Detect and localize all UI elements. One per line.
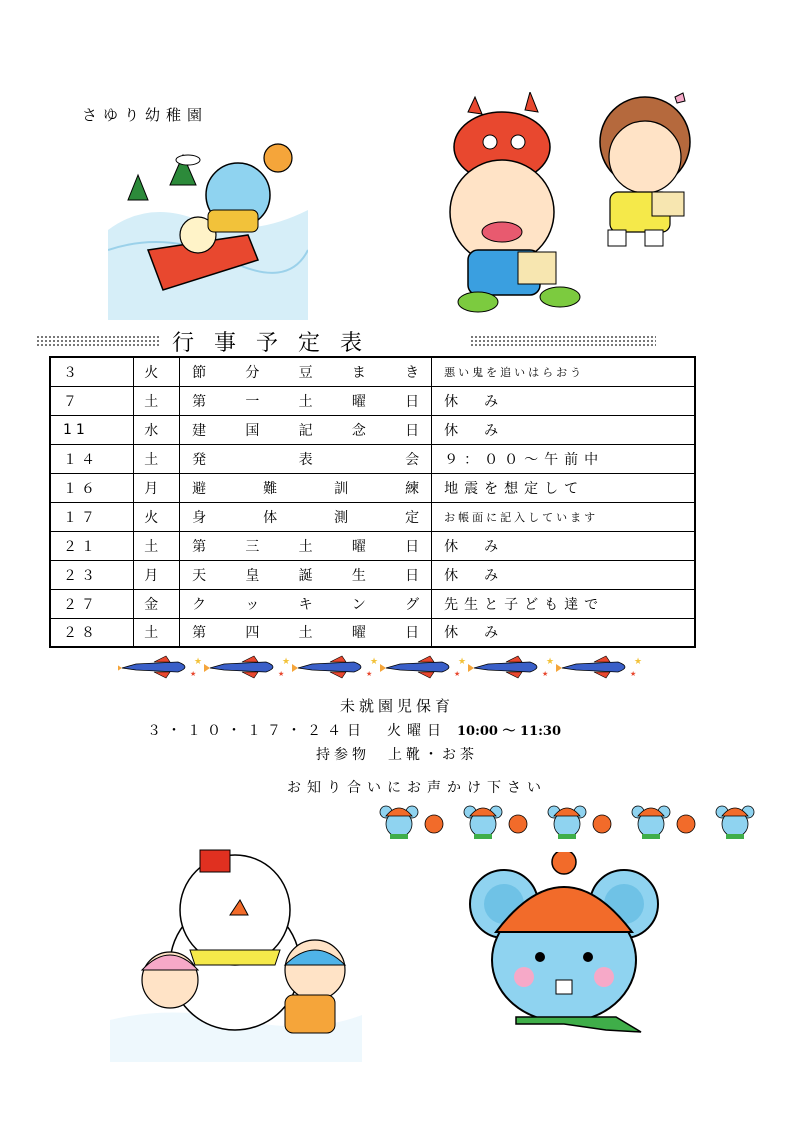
note-cell: 地震を想定して (432, 473, 695, 502)
rocket-border-decoration (118, 654, 658, 680)
event-char: ま (351, 364, 366, 381)
event-cell (180, 386, 432, 415)
weekday-cell: 火 (134, 502, 180, 531)
date-cell: １７ (50, 502, 134, 531)
event-cell (180, 473, 432, 502)
weekday-cell: 火 (134, 357, 180, 386)
event-char: ッ (245, 596, 260, 613)
table-row (50, 560, 695, 589)
event-cell (180, 560, 432, 589)
event-char: 身 (192, 509, 207, 526)
weekday-cell: 土 (134, 531, 180, 560)
event-char: 皇 (245, 567, 260, 584)
event-char: 天 (192, 567, 207, 584)
schedule-title-row (36, 330, 656, 356)
note-cell: 休 み (432, 618, 695, 647)
event-cell (180, 502, 432, 531)
note-cell: 先生と子ども達で (432, 589, 695, 618)
svg-text:★: ★ (190, 670, 197, 678)
event-cell (180, 531, 432, 560)
event-char: 国 (245, 422, 260, 439)
event-char: 発 (192, 451, 207, 468)
kindergarten-name: さゆり幼稚園 (82, 106, 209, 124)
event-cell (180, 589, 432, 618)
event-char: 四 (245, 625, 260, 642)
event-char: グ (405, 596, 420, 613)
event-cell (180, 444, 432, 473)
event-char: 難 (263, 480, 278, 497)
weekday-cell: 月 (134, 560, 180, 589)
date-cell: ２８ (50, 618, 134, 647)
weekday-cell: 月 (134, 473, 180, 502)
event-char: 曜 (351, 625, 366, 642)
event-name (192, 507, 419, 527)
date-cell: ３ (50, 357, 134, 386)
event-name (192, 420, 419, 440)
note-cell: 休 み (432, 386, 695, 415)
event-char: 念 (351, 422, 366, 439)
event-cell (180, 357, 432, 386)
event-cell (180, 618, 432, 647)
date-cell: ２３ (50, 560, 134, 589)
note-cell: お帳面に記入しています (432, 502, 695, 531)
event-name (192, 391, 419, 411)
event-char: 一 (245, 393, 260, 410)
preschool-title: 未就園児保育 (339, 697, 454, 715)
mouse-mascot-illustration (466, 852, 660, 1038)
event-name (192, 362, 419, 382)
event-char: 第 (192, 538, 207, 555)
event-char: 訓 (334, 480, 349, 497)
snowman-illustration (110, 840, 362, 1062)
event-char: 体 (263, 509, 278, 526)
date-cell: ７ (50, 386, 134, 415)
note-cell: 休 み (432, 531, 695, 560)
event-char: 日 (405, 393, 420, 410)
event-name (192, 536, 419, 556)
event-char: 豆 (298, 364, 313, 381)
table-row (50, 618, 695, 647)
event-char: 分 (245, 364, 260, 381)
mouse-border-decoration (378, 800, 758, 842)
preschool-invite: お知り合いにお声かけ下さい (287, 780, 547, 796)
date-cell: ２７ (50, 589, 134, 618)
event-char: 第 (192, 393, 207, 410)
event-char: 第 (192, 625, 207, 642)
weekday-cell: 土 (134, 386, 180, 415)
event-char: 曜 (351, 393, 366, 410)
event-char: 表 (298, 451, 313, 468)
event-char: ク (192, 596, 207, 613)
event-char: キ (298, 596, 313, 613)
event-schedule-table (49, 356, 696, 648)
schedule-title: 行事予定表 (172, 331, 383, 356)
event-char: き (405, 364, 420, 381)
event-char: ン (351, 596, 366, 613)
weekday-cell: 金 (134, 589, 180, 618)
sledding-illustration (108, 140, 308, 320)
event-cell (180, 415, 432, 444)
dotted-band-left (36, 335, 160, 348)
weekday-cell: 土 (134, 618, 180, 647)
table-row (50, 473, 695, 502)
note-cell: 悪い鬼を追いはらおう (432, 357, 695, 386)
event-char: 日 (405, 567, 420, 584)
note-cell: 休 み (432, 415, 695, 444)
event-char: 記 (298, 422, 313, 439)
preschool-time: 10:00 ～ 11:30 (457, 724, 562, 739)
note-cell: 休 み (432, 560, 695, 589)
event-name (192, 622, 419, 642)
event-char: 建 (192, 422, 207, 439)
event-name (192, 565, 419, 585)
event-char: 練 (405, 480, 420, 497)
date-cell: １６ (50, 473, 134, 502)
table-row (50, 415, 695, 444)
event-char: 測 (334, 509, 349, 526)
preschool-dates-text: ３・１０・１７・２４日 火曜日 (147, 723, 447, 739)
dotted-band-right (470, 335, 656, 348)
table-row (50, 357, 695, 386)
event-char: 誕 (298, 567, 313, 584)
event-char: 土 (298, 393, 313, 410)
event-char: 日 (405, 625, 420, 642)
event-char: 曜 (351, 538, 366, 555)
event-char: 避 (192, 480, 207, 497)
weekday-cell: 土 (134, 444, 180, 473)
setsubun-kids-illustration (430, 92, 710, 317)
date-cell: ２１ (50, 531, 134, 560)
event-char: 三 (245, 538, 260, 555)
table-row (50, 444, 695, 473)
event-char: 日 (405, 538, 420, 555)
svg-text:★: ★ (194, 657, 203, 667)
event-char: 生 (351, 567, 366, 584)
table-row (50, 386, 695, 415)
note-cell: ９：００～午前中 (432, 444, 695, 473)
weekday-cell: 水 (134, 415, 180, 444)
event-name (192, 594, 419, 614)
date-cell: 11 (50, 415, 134, 444)
event-name (192, 449, 419, 469)
event-char: 会 (405, 451, 420, 468)
event-name (192, 478, 419, 498)
table-row (50, 502, 695, 531)
event-char: 土 (298, 625, 313, 642)
event-char: 土 (298, 538, 313, 555)
date-cell: １４ (50, 444, 134, 473)
event-char: 定 (405, 509, 420, 526)
preschool-dates (147, 720, 561, 740)
preschool-items: 持参物 上靴・お茶 (316, 747, 478, 763)
event-char: 節 (192, 364, 207, 381)
table-row (50, 531, 695, 560)
event-char: 日 (405, 422, 420, 439)
table-row (50, 589, 695, 618)
